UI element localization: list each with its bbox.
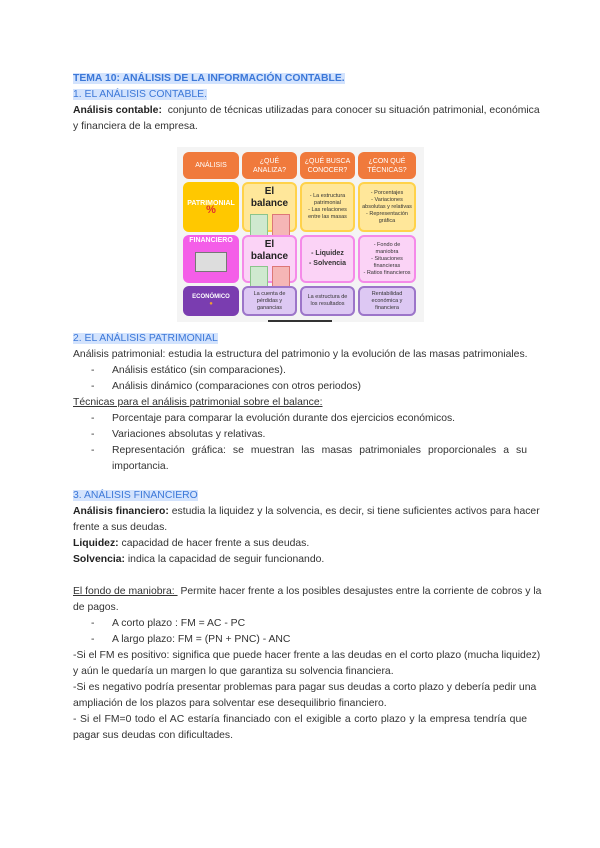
list-item: - Porcentaje para comparar la evolución durante dos ejercicios económicos. bbox=[91, 413, 456, 424]
hand-coin-icon: ● bbox=[209, 301, 213, 307]
image-divider bbox=[268, 320, 332, 322]
what-cell: La cuenta de pérdidas y ganancias bbox=[242, 286, 297, 316]
infographic-header: ¿QUÉ BUSCA CONOCER? bbox=[300, 152, 355, 179]
paragraph: y financiera de la empresa. bbox=[73, 121, 198, 132]
paragraph: frente a sus deudas. bbox=[73, 522, 168, 533]
document-title: TEMA 10: ANÁLISIS DE LA INFORMACIÓN CONTABLE. bbox=[73, 73, 345, 84]
paragraph: El fondo de maniobra: Permite hacer frente a los posibles desajustes entre la corriente de cobros y la bbox=[73, 586, 542, 597]
list-item: - Representación gráfica: se muestran las masas patrimoniales proporcionales a su bbox=[91, 445, 527, 456]
paragraph: Análisis patrimonial: estudia la estructura del patrimonio y la evolución de las masas patrimoniales. bbox=[73, 349, 528, 360]
section-3-heading: 3. ANÁLISIS FINANCIERO bbox=[73, 490, 198, 501]
paragraph: de pagos. bbox=[73, 602, 119, 613]
list-item: - Análisis dinámico (comparaciones con otros periodos) bbox=[91, 381, 361, 392]
economico-cell: ECONÓMICO ● bbox=[183, 286, 239, 316]
paragraph: Análisis financiero: estudia la liquidez y la solvencia, es decir, si tiene suficientes activos para hacer bbox=[73, 506, 540, 517]
paragraph: ampliación de los plazos para solventar ese desequilibrio financiero. bbox=[73, 698, 387, 709]
what-cell: El balance bbox=[242, 182, 297, 232]
list-item: - A largo plazo: FM = (PN + PNC) - ANC bbox=[91, 634, 291, 645]
infographic-header: ¿CON QUÉ TÉCNICAS? bbox=[358, 152, 416, 179]
balance-sheet-icon bbox=[250, 266, 290, 288]
seek-cell: - Liquidez - Solvencia bbox=[300, 235, 355, 283]
computer-icon bbox=[195, 252, 227, 272]
percent-icon: % bbox=[206, 204, 216, 216]
list-item-continuation: importancia. bbox=[112, 461, 169, 472]
infographic-header: ¿QUÉ ANALIZA? bbox=[242, 152, 297, 179]
infographic-header: ANÁLISIS bbox=[183, 152, 239, 179]
list-item: - Variaciones absolutas y relativas. bbox=[91, 429, 266, 440]
section-1-heading: 1. EL ANÁLISIS CONTABLE. bbox=[73, 89, 207, 100]
techniques-cell: - Fondo de maniobra - Situaciones financieras - Ratios financieros bbox=[358, 235, 416, 283]
techniques-label: Técnicas para el análisis patrimonial sobre el balance: bbox=[73, 397, 323, 408]
paragraph: Liquidez: capacidad de hacer frente a sus deudas. bbox=[73, 538, 310, 549]
list-item: - Análisis estático (sin comparaciones). bbox=[91, 365, 286, 376]
paragraph: -Si el FM es positivo: significa que puede hacer frente a las deudas en el corto plazo (mucha liquidez) bbox=[73, 650, 541, 661]
paragraph: pagar sus deudas con dificultades. bbox=[73, 730, 234, 741]
paragraph: - Si el FM=0 todo el AC estaría financiado con el exigible a corto plazo y la empresa tendría que bbox=[73, 714, 527, 725]
patrimonial-cell: PATRIMONIAL % bbox=[183, 182, 239, 232]
what-cell: El balance bbox=[242, 235, 297, 283]
balance-sheet-icon bbox=[250, 214, 290, 236]
section-2-heading: 2. EL ANÁLISIS PATRIMONIAL bbox=[73, 333, 218, 344]
list-item: - A corto plazo : FM = AC - PC bbox=[91, 618, 246, 629]
seek-cell: - La estructura patrimonial - Las relaciones entre las masas bbox=[300, 182, 355, 232]
paragraph: Solvencia: indica la capacidad de seguir funcionando. bbox=[73, 554, 325, 565]
analysis-infographic bbox=[177, 147, 424, 322]
techniques-cell: Rentabilidad económica y financiera bbox=[358, 286, 416, 316]
techniques-cell: - Porcentajes - Variaciones absolutas y relativas - Representación gráfica bbox=[358, 182, 416, 232]
financiero-cell: FINANCIERO bbox=[183, 235, 239, 283]
paragraph: Análisis contable: conjunto de técnicas utilizadas para conocer su situación patrimonial, económica bbox=[73, 105, 540, 116]
paragraph: y aún le quedaría un margen lo que garantiza su solvencia financiera. bbox=[73, 666, 394, 677]
seek-cell: La estructura de los resultados bbox=[300, 286, 355, 316]
paragraph: -Si es negativo podría presentar problemas para pagar sus deudas a corto plazo y debería pedir una bbox=[73, 682, 537, 693]
